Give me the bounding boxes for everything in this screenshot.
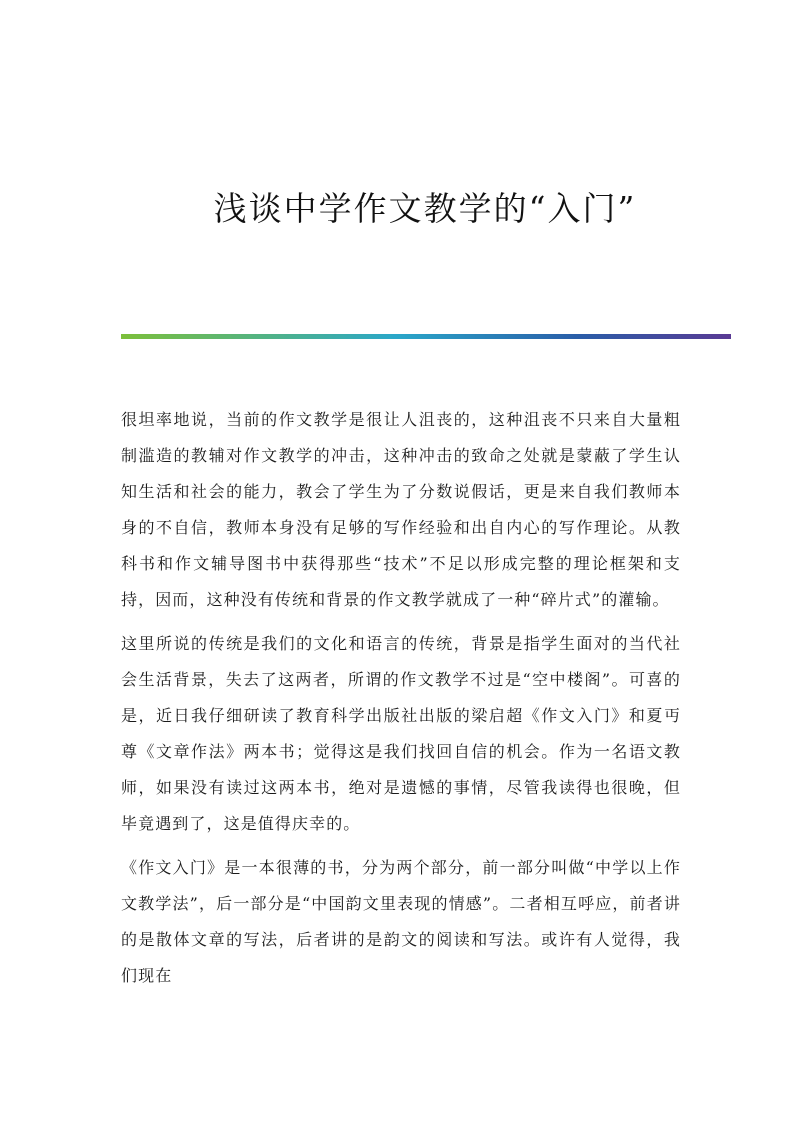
page-title: 浅谈中学作文教学的“入门” — [213, 189, 637, 228]
paragraph-1: 很坦率地说，当前的作文教学是很让人沮丧的，这种沮丧不只来自大量粗制滥造的教辅对作文教学的冲击，这种冲击的致命之处就是蒙蔽了学生认知生活和社会的能力，教会了学生为了分数说假话，更是来自我们教师本身的不自信，教师本身没有足够的写作经验和出自内心的写作理论。从教科书和作文辅导图书中获得那些“技术”不足以形成完整的理论框架和支持，因而，这种没有传统和背景的作文教学就成了一种“碎片式”的灌输。 — [121, 410, 681, 609]
title-divider — [121, 334, 731, 339]
paragraph-3: 《作文入门》是一本很薄的书，分为两个部分，前一部分叫做“中学以上作文教学法”，后一部分是“中国韵文里表现的情感”。二者相互呼应，前者讲的是散体文章的写法，后者讲的是韵文的阅读和写法。或许有人觉得，我们现在 — [121, 858, 681, 985]
document-body — [121, 402, 681, 1002]
paragraph-2: 这里所说的传统是我们的文化和语言的传统，背景是指学生面对的当代社会生活背景，失去了这两者，所谓的作文教学不过是“空中楼阁”。可喜的是，近日我仔细研读了教育科学出版社出版的梁启超《作文入门》和夏丏尊《文章作法》两本书；觉得这是我们找回自信的机会。作为一名语文教师，如果没有读过这两本书，绝对是遗憾的事情，尽管我读得也很晚，但毕竟遇到了，这是值得庆幸的。 — [121, 634, 681, 833]
